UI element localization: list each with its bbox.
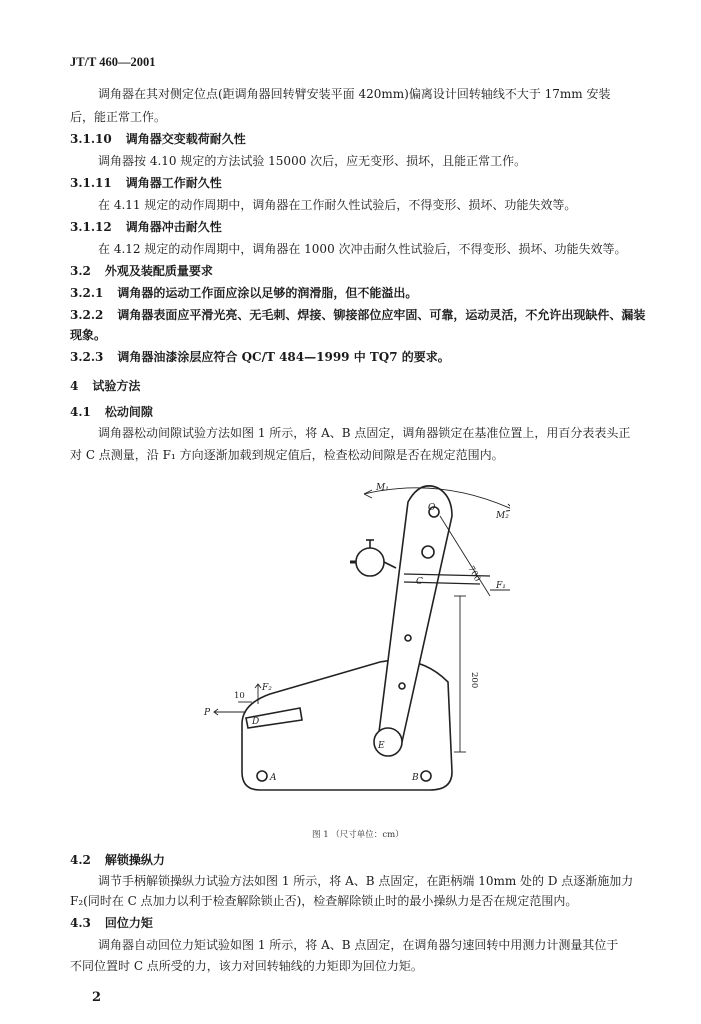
section-heading-4-1: 4.1 松动间隙 xyxy=(70,405,153,419)
paragraph-line: 调角器在其对侧定位点(距调角器回转臂安装平面 420mm)偏离设计回转轴线不大于 17mm 安装 xyxy=(98,87,611,101)
label-m1: M₁ xyxy=(376,483,389,493)
paragraph-line: F₂(同时在 C 点加力以利于检查解除锁止否)，检查解除锁止时的最小操纵力是否在规定范围内。 xyxy=(70,894,578,908)
label-c: C xyxy=(416,577,423,587)
hole-mid xyxy=(405,635,411,641)
hole-low xyxy=(399,683,405,689)
base-plate xyxy=(242,660,452,790)
dim-10: 10 xyxy=(234,691,245,701)
label-f2: F₂ xyxy=(262,683,272,693)
label-f1: F₁ xyxy=(496,581,506,591)
section-heading-3-2: 3.2 外观及装配质量要求 xyxy=(70,264,213,278)
label-d: D xyxy=(252,717,260,727)
section-heading-4-2: 4.2 解锁操纵力 xyxy=(70,853,165,867)
paragraph-line: 不同位置时 C 点所受的力，该力对回转轴线的力矩即为回位力矩。 xyxy=(70,959,423,973)
label-m2: M₂ xyxy=(496,511,509,521)
dial-gauge xyxy=(356,548,384,576)
section-heading-3-2-2: 3.2.2 调角器表面应平滑光亮、无毛刺、焊接、铆接部位应牢固、可靠，运动灵活，不允许出现缺件、漏装 xyxy=(70,308,646,322)
dim-700: 700 xyxy=(465,564,483,584)
point-a xyxy=(257,771,267,781)
paragraph-line: 在 4.12 规定的动作周期中，调角器在 1000 次冲击耐久性试验后，不得变形、损坏、功能失效等。 xyxy=(98,242,627,256)
paragraph-line: 后，能正常工作。 xyxy=(70,110,167,124)
section-heading-4-3: 4.3 回位力矩 xyxy=(70,916,153,930)
page-number: 2 xyxy=(92,990,102,1005)
label-e: E xyxy=(378,741,385,751)
section-heading-3-1-11: 3.1.11 调角器工作耐久性 xyxy=(70,176,222,190)
label-o: O xyxy=(428,503,436,513)
paragraph-line: 调角器松动间隙试验方法如图 1 所示，将 A、B 点固定，调角器锁定在基准位置上，用百分表表头正 xyxy=(98,426,631,440)
paragraph-line: 调节手柄解锁操纵力试验方法如图 1 所示，将 A、B 点固定，在距柄端 10mm 处的 D 点逐渐施加力 xyxy=(98,874,634,888)
section-heading-3-1-10: 3.1.10 调角器交变载荷耐久性 xyxy=(70,132,246,146)
label-p: P xyxy=(204,708,211,718)
paragraph-line: 调角器自动回位力矩试验如图 1 所示，将 A、B 点固定，在调角器匀速回转中用测力计测量其位于 xyxy=(98,938,619,952)
paragraph-line: 在 4.11 规定的动作周期中，调角器在工作耐久性试验后，不得变形、损坏、功能失效等。 xyxy=(98,198,577,212)
figure-caption: 图 1 （尺寸单位：cm） xyxy=(312,830,404,840)
section-heading-3-2-1: 3.2.1 调角器的运动工作面应涂以足够的润滑脂，但不能溢出。 xyxy=(70,286,418,300)
paragraph-line: 现象。 xyxy=(70,328,107,342)
label-b: B xyxy=(412,773,419,783)
dim-200: 200 xyxy=(469,672,479,689)
section-heading-3-2-3: 3.2.3 调角器油漆涂层应符合 QC/T 484—1999 中 TQ7 的要求。 xyxy=(70,350,450,364)
figure-1-diagram xyxy=(190,472,510,812)
paragraph-line: 对 C 点测量，沿 F₁ 方向逐渐加载到规定值后，检查松动间隙是否在规定范围内。 xyxy=(70,448,504,462)
section-heading-3-1-12: 3.1.12 调角器冲击耐久性 xyxy=(70,220,222,234)
point-b xyxy=(421,771,431,781)
standard-code-header: JT/T 460—2001 xyxy=(70,55,156,69)
section-heading-4: 4 试验方法 xyxy=(70,379,141,393)
paragraph-line: 调角器按 4.10 规定的方法试验 15000 次后，应无变形、损坏，且能正常工作。 xyxy=(98,154,527,168)
label-a: A xyxy=(270,773,277,783)
point-c xyxy=(422,546,434,558)
